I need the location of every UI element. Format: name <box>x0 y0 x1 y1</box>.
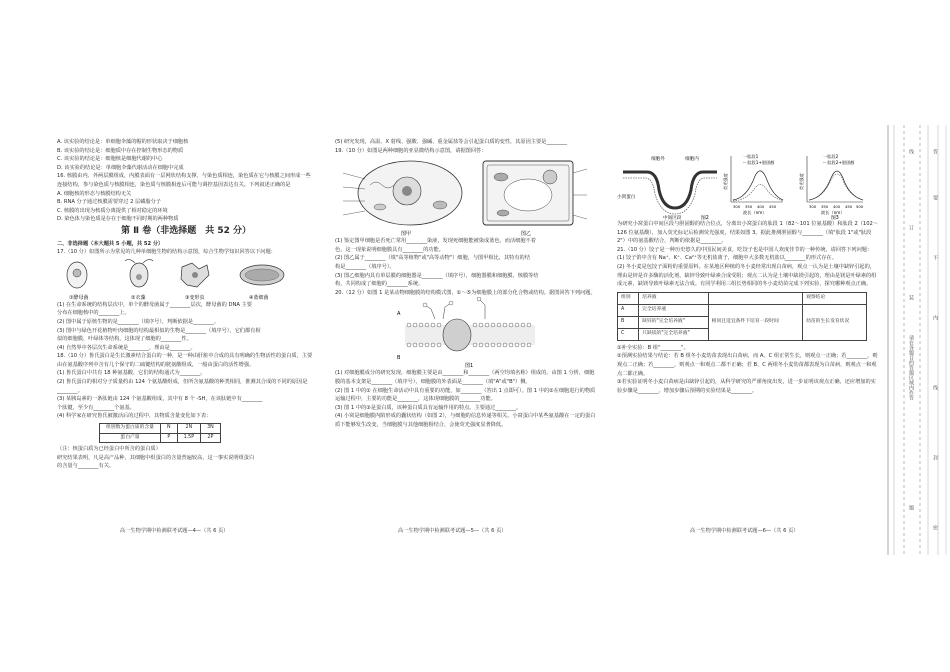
svg-text:A: A <box>397 311 401 318</box>
figure-caption: 图乙 <box>521 231 532 238</box>
legend-entry: -- 肽段1+胆固醇 <box>743 160 775 165</box>
binding-label: 线 <box>908 149 914 154</box>
q17-line: (3) 图中与绿色开花植物叶肉细胞的结构最相似的生物是________（填序号），它们都有相 <box>57 327 261 334</box>
table-cell: C <box>618 328 639 340</box>
binding-label: 不 <box>932 255 938 260</box>
binding-label: 装 <box>908 295 914 300</box>
table-cell: 1.5P <box>177 433 201 443</box>
table-header-cell: 组别 <box>618 292 639 304</box>
tick-label: 500 <box>856 204 864 209</box>
tick-label: 400 <box>833 204 841 209</box>
legend-entry: 一肽段2 <box>823 154 839 159</box>
left-page <box>57 138 315 471</box>
table-cell: 幼苗的生长发育状况 <box>803 304 867 340</box>
tick-label: 450 <box>769 204 777 209</box>
q17-line: (4) 自然界中各层次生命系统是________，理由是________。 <box>57 344 196 351</box>
q19-stem: 19.（10 分）如图是两种细胞的亚显微结构示意图，请据图回答： <box>335 147 487 154</box>
q16-option-c: C. 核膜的出现为核质分离提供了相对稳定的环境 <box>57 207 168 214</box>
table-header-cell: 3N <box>201 424 221 434</box>
q15-option-a: A. 该实验的结论是：单细胞伞藻的帽的形状取决于细胞核 <box>57 139 189 145</box>
q18-line: (4) 科学家在研究鲁氏被激活后的过程中，其物质含量变化如下表： <box>57 413 212 420</box>
legend-entry: -- 肽段2+胆固醇 <box>823 160 855 165</box>
x-axis-label: 波长（nm） <box>821 210 845 215</box>
figure-caption: 图3 <box>831 216 839 220</box>
q18-line: (3) 某胰岛素的一条肽链由 124 个氨基酸组成，其中有 8 个 -SH，在该肽链中有________ <box>57 396 263 403</box>
organism-label: ③变形虫 <box>185 294 205 301</box>
q15-option-b: B. 该实验的结论是：细胞质中存在控制生物形态的物质 <box>57 147 184 154</box>
y-axis-label: 荧光强度 <box>799 173 804 190</box>
q20-line: (2) 图 1 中的① 在细胞生命活动中具有重要的功能，如________（答出 1 点即可）。图 1 中的②在细胞进行的物质运输过程中，主要的功能是________，这体现细胞膜的________功能。 <box>335 387 596 403</box>
table-header-cell: 2N <box>177 424 201 434</box>
q20-line: (1) 对细胞膜成分的研究发现，细胞膜主要是由________和________（两空均填名称）组成的，由图 1 分析，细胞膜的基本支架是________（填序号），细胞膜的外表面是________（填"A"或"B"）侧。 <box>335 370 595 385</box>
q16-option-d: D. 染色体与染色质是存在于细胞不同时期的两种物质 <box>57 216 179 223</box>
q17-line: (2) 图中属于原核生物的是________（填序号），判断依据是________。 <box>57 318 220 325</box>
organisms-figure <box>57 257 307 301</box>
x-axis-label: 波长（nm） <box>743 210 767 215</box>
figure-label: 细胞外 <box>651 157 665 162</box>
tick-label: 400 <box>757 204 765 209</box>
q21-stem: 21.（10 分）饺子是一种历史悠久的中国民间美食，吃饺子也是中国人欢度佳节的一种传统，请回答下列问题： <box>617 246 873 253</box>
experiment-table <box>617 292 867 341</box>
binding-lines <box>882 125 950 555</box>
figure-caption: 图1 <box>465 363 474 370</box>
table-cell: P <box>160 433 177 443</box>
q19-line: 构是________（填序号）。 <box>335 263 395 270</box>
q20-line: (4) 小窝是细胞膜内陷形成的囊状结构（如图 2），与细胞的信息传递等相关。小窝蛋白中某些氨基酸在一定的蛋白质下能够发生改变，当细胞膜与其他细胞相结合，会使荧光强度显著降低。 <box>335 413 596 428</box>
q18-5: (5) 研究发现，高温、X 射线、强酸、强碱、重金属盐等会引起蛋白质的变性，其原因主要是________ <box>335 139 568 145</box>
table-cell: 2P <box>201 433 221 443</box>
q19-line: (3) 图乙细胞内具有单层膜的细胞器是________（填序号），细胞器膜和细胞膜、核膜等结 <box>335 272 539 279</box>
middle-page <box>335 138 598 430</box>
figure-label: 细胞内 <box>685 157 699 162</box>
q20-stem: 20.（12 分）如图 1 是某动物细胞膜的结构模式图，①～⑤为细胞膜上的部分化合物或结构。据图回答下列问题。 <box>335 289 596 296</box>
q21-line: (1) 饺子馅中含有 Na⁺、K⁺、Ca²⁺等无机盐离子，细胞中大多数无机盐以________的形式存在。 <box>617 255 837 262</box>
binding-margin <box>882 125 950 555</box>
q18-line: 个肽键，至少有________个氨基。 <box>57 404 135 411</box>
q18-stem: 18.（10 分）鲁氏蛋白是生长激素结合蛋白的一种，是一种由肝脏中合成的具有明确的生物活性的蛋白质，主要由在氨基酸序列中含有几个保守的二硫键结构的胱氨酸组成，一般由蛋白的活性增强。 <box>57 353 313 368</box>
binding-label: 封 <box>932 455 938 460</box>
q19-line: (1) 鉴定图甲细胞是否死亡常用________染液，发现死细胞能被染成蓝色，而活细胞不着 <box>335 238 536 245</box>
binding-label: 要 <box>932 195 938 200</box>
svg-text:B: B <box>397 355 401 362</box>
q19-line: 构，共同构成了细胞的________系统。 <box>335 281 424 288</box>
q19-line: 色，这一现象说明细胞膜具有________的功能。 <box>335 246 444 253</box>
q18-line: (2) 鲁氏蛋白的相对分子质量约由 124 个氨基酸组成，但所含氨基酸的种类相同，推测其合成的不同的原因是 <box>57 379 308 386</box>
protein-table <box>99 423 221 443</box>
binding-label: 线 <box>932 385 938 390</box>
table-cell: 蛋白产量 <box>100 433 161 443</box>
q17-line: (1) 在生命系统的结构层次中，单个的酵母菌属于________层次，酵母菌的 DNA 主要 <box>57 301 252 308</box>
cell-diagrams <box>335 155 595 237</box>
q16-stem: 16. 核膜由内、外两层膜组成，内膜表面有一层网状结构支撑，与染色质相连，染色质在它与核膜之间形成一些连接结构，参与染色质与核膜相连，染色质与核膜相连后可能与调控基因表达有关。下列叙述正确的是 <box>57 173 311 188</box>
table-cell: 完全培养液 <box>639 304 709 316</box>
figure-label: 中间区段 <box>663 216 682 220</box>
part2-heading: 二、非选择题（本大题共 5 小题，共 52 分） <box>57 240 164 247</box>
q20-line: (3) 图 1 中的③是蛋白质，该种蛋白质具有运输作用的特点。主要通过________。 <box>335 404 522 411</box>
binding-label: 密 <box>932 525 938 530</box>
binding-label: 订 <box>908 225 914 230</box>
table-cell: 相同且适宜条件下培育一段时间 <box>708 304 802 340</box>
tick-label: 300 <box>733 204 741 209</box>
q15-option-d: D. 该实验的结论是：单细胞伞藻代谢活动在细胞中完成 <box>57 164 184 171</box>
q18-line: ________。 <box>57 387 83 394</box>
table-header-cell: 培养液 <box>639 292 709 304</box>
q21-end: ③若实验证明冬小麦白苗病是由缺锌引起的，从科学研究的严谨角度出发，进一步证明该观点正确，还应增加的实验步骤是________，增加步骤后预期的实验结果是________。 <box>617 379 876 394</box>
q18-end: 研究结果表明，凡是高产品种，其细胞中组蛋白的含量普遍较高，这一事实说明组蛋白 <box>57 454 255 461</box>
right-page <box>617 150 879 395</box>
q17-line: 分布在细胞核中的________上。 <box>57 310 130 317</box>
table-cell: 只缺镁的"完全培养液" <box>639 328 709 340</box>
table-header-cell: 观察结论 <box>803 292 867 304</box>
page-footer: 高一生物学期中检测联考试题—6—（共 6 页） <box>690 528 799 534</box>
table-cell: 缺锌的"完全培养液" <box>639 316 709 328</box>
q20-end: 为研究小窝蛋白中间区段与胆固醇的结合位点，分离出小窝蛋白的肽段 1（82～101 位氨基酸）和肽段 2（102～126 位氨基酸），加入荧光标记后检测荧光强度，结果如图 3。据此推测胆固醇与________（填"肽段 1"或"肽段 2"）中的氨基酸结合，判断的依据是________。 <box>617 221 879 245</box>
q16-option-a: A. 细胞核的形态与核膜结构无关 <box>57 190 132 197</box>
q17-stem: 17.（10 分）如图所示为常见的几种单细胞生物的结构示意图，综合生物学知识回答以下问题： <box>57 249 276 256</box>
membrane-figure <box>335 297 595 369</box>
organism-label: ④蓝细菌 <box>249 294 269 301</box>
organism-label: ①酵母菌 <box>69 294 89 301</box>
q21-end: ②预测实验结果与结论：若 B 组冬小麦幼苗表现出白苗病，而 A、C 组正常生长，则观点一正确；若________，则观点二正确；若________，则观点一和观点二都不正确；若 B、C 两组冬小麦幼苗都表现为白苗病，则观点一和观点二都正确。 <box>617 353 878 377</box>
caveolin-figure <box>617 150 879 220</box>
y-axis-label: 荧光强度 <box>723 173 728 190</box>
legend-entry: 一肽段1 <box>743 154 759 159</box>
page-footer: 高一生物学期中检测联考试题—5—（共 6 页） <box>398 528 507 534</box>
table-cell: A <box>618 304 639 316</box>
table-header-cell <box>708 292 802 304</box>
tick-label: 350 <box>821 204 829 209</box>
q21-end: ①补全实验：B 组"________"。 <box>617 344 689 351</box>
binding-label: 内 <box>932 315 938 320</box>
tick-label: 450 <box>845 204 853 209</box>
figure-caption: 图甲 <box>401 231 412 238</box>
table-cell: B <box>618 316 639 328</box>
organism-label: ②衣藻 <box>131 294 146 301</box>
q18-end: 的含量与________有关。 <box>57 463 115 470</box>
figure-caption: 图2 <box>701 216 709 220</box>
tick-label: 300 <box>809 204 817 209</box>
binding-label: 请在各题目的答题区域内作答 <box>908 335 914 400</box>
binding-label: 题 <box>908 505 914 510</box>
q15-option-c: C. 该实验的结论是：细胞核是细胞代谢的中心 <box>57 156 163 163</box>
section-title: 第 Ⅱ 卷（非选择题 共 52 分） <box>121 225 251 236</box>
binding-label: 答 <box>932 149 938 154</box>
q18-line: (1) 鲁氏蛋白中共有 18 种氨基酸，它们的结构通式为________。 <box>57 370 206 377</box>
page-footer: 高一生物学期中检测联考试题—4—（共 6 页） <box>120 528 229 534</box>
q21-line: (2) 冬小麦是包饺子面粉的重要原料。在某地区种植的冬小麦经常出现白苗病，观点一认为是土壤中缺锌引起的，理由是锌是许多酶的活化剂，缺锌导致叶绿素合成受阻；观点二认为是土壤中缺镁引起的，理由是镁是叶绿素的组成元素，缺镁导致叶绿素无法合成。有同学利用三组长势相同的冬小麦幼苗完成下列实验，探究哪种观点正确。 <box>617 263 877 288</box>
figure-label: 小窝蛋白 <box>617 195 636 200</box>
q16-option-b: B. RNA 分子通过核膜需要穿过 2 层磷脂分子 <box>57 199 161 206</box>
table-header-cell: N <box>160 424 177 434</box>
table-note: （注：核蛋白质为已经蛋白中所含的蛋白质） <box>57 446 161 453</box>
q17-line: 似的细胞膜，叶绿体等结构，这体现了细胞的________性。 <box>57 336 192 343</box>
q19-line: (2) 图乙属于________（填"高等植物"或"高等动物"）细胞，与图甲相比，其特有的结 <box>335 255 530 262</box>
tick-label: 350 <box>745 204 753 209</box>
table-header-cell: 组别数为蛋白质的含量 <box>100 424 161 434</box>
